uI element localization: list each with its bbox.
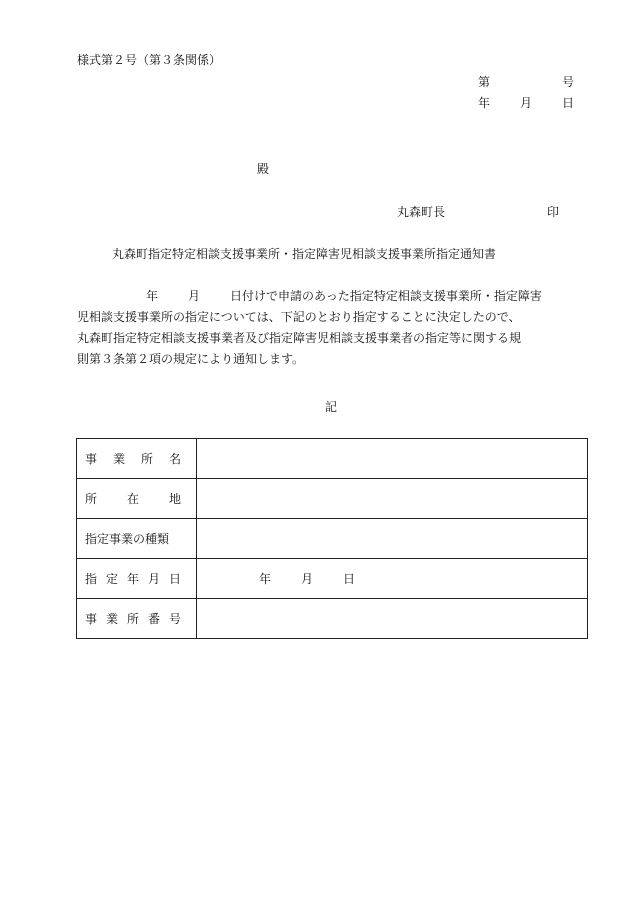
designation-date-day: 日 xyxy=(343,572,356,586)
body-paragraph xyxy=(77,290,597,374)
label-char: 業 xyxy=(112,451,125,466)
designation-date-year: 年 xyxy=(259,572,272,586)
table-row-location xyxy=(77,479,588,519)
value-location[interactable] xyxy=(197,479,588,519)
label-location xyxy=(77,479,197,519)
label-char: 番 xyxy=(147,611,160,626)
label-office-number xyxy=(77,599,197,639)
issue-date-year: 年 xyxy=(478,96,491,110)
label-char: 日 xyxy=(168,571,181,586)
label-char: 在 xyxy=(126,491,139,506)
label-char: 号 xyxy=(168,611,181,626)
label-char: 業 xyxy=(105,611,118,626)
value-office-number[interactable] xyxy=(197,599,588,639)
body-line-4: 則第３条第２項の規定により通知します。 xyxy=(77,352,305,366)
body-line-1 xyxy=(77,290,597,311)
label-char: 所 xyxy=(85,491,98,506)
table-row-service-type xyxy=(77,519,588,559)
label-service-type: 指定事業の種類 xyxy=(77,519,197,559)
issuer-name: 丸森町長 xyxy=(397,205,446,219)
value-designation-date[interactable] xyxy=(197,559,588,599)
body-line-2: 児相談支援事業所の指定については、下記のとおり指定することに決定したので、 xyxy=(77,310,521,324)
body-line-3: 丸森町指定特定相談支援事業者及び指定障害児相談支援事業者の指定等に関する規 xyxy=(77,331,522,345)
label-char: 地 xyxy=(168,491,181,506)
issuer-seal: 印 xyxy=(547,205,560,219)
form-number: 様式第２号（第３条関係） xyxy=(77,53,222,67)
issue-date-day: 日 xyxy=(562,96,575,110)
body-line-1-text: 日付けで申請のあった指定特定相談支援事業所・指定障害 xyxy=(230,289,542,303)
body-year: 年 xyxy=(146,289,159,303)
label-char: 名 xyxy=(168,451,181,466)
document-number-suffix: 号 xyxy=(562,75,575,89)
table-row-designation-date xyxy=(77,559,588,599)
body-month: 月 xyxy=(188,289,201,303)
ki-heading: 記 xyxy=(325,400,338,414)
label-char: 年 xyxy=(126,571,139,586)
label-char: 月 xyxy=(147,571,160,586)
label-char: 事 xyxy=(85,451,98,466)
label-office-name xyxy=(77,439,197,479)
issue-date-month: 月 xyxy=(520,96,533,110)
document-number-prefix: 第 xyxy=(478,75,491,89)
document-title: 丸森町指定特定相談支援事業所・指定障害児相談支援事業所指定通知書 xyxy=(112,247,497,261)
value-office-name[interactable] xyxy=(197,439,588,479)
label-char: 事 xyxy=(85,611,98,626)
label-char: 定 xyxy=(105,571,118,586)
table-row-office-number xyxy=(77,599,588,639)
label-char: 所 xyxy=(126,611,139,626)
label-char: 指 xyxy=(85,571,98,586)
value-service-type[interactable] xyxy=(197,519,588,559)
label-char: 所 xyxy=(140,451,153,466)
table-row-office-name xyxy=(77,439,588,479)
label-designation-date xyxy=(77,559,197,599)
details-table xyxy=(76,438,588,639)
addressee-honorific: 殿 xyxy=(257,162,270,176)
designation-date-month: 月 xyxy=(301,572,314,586)
